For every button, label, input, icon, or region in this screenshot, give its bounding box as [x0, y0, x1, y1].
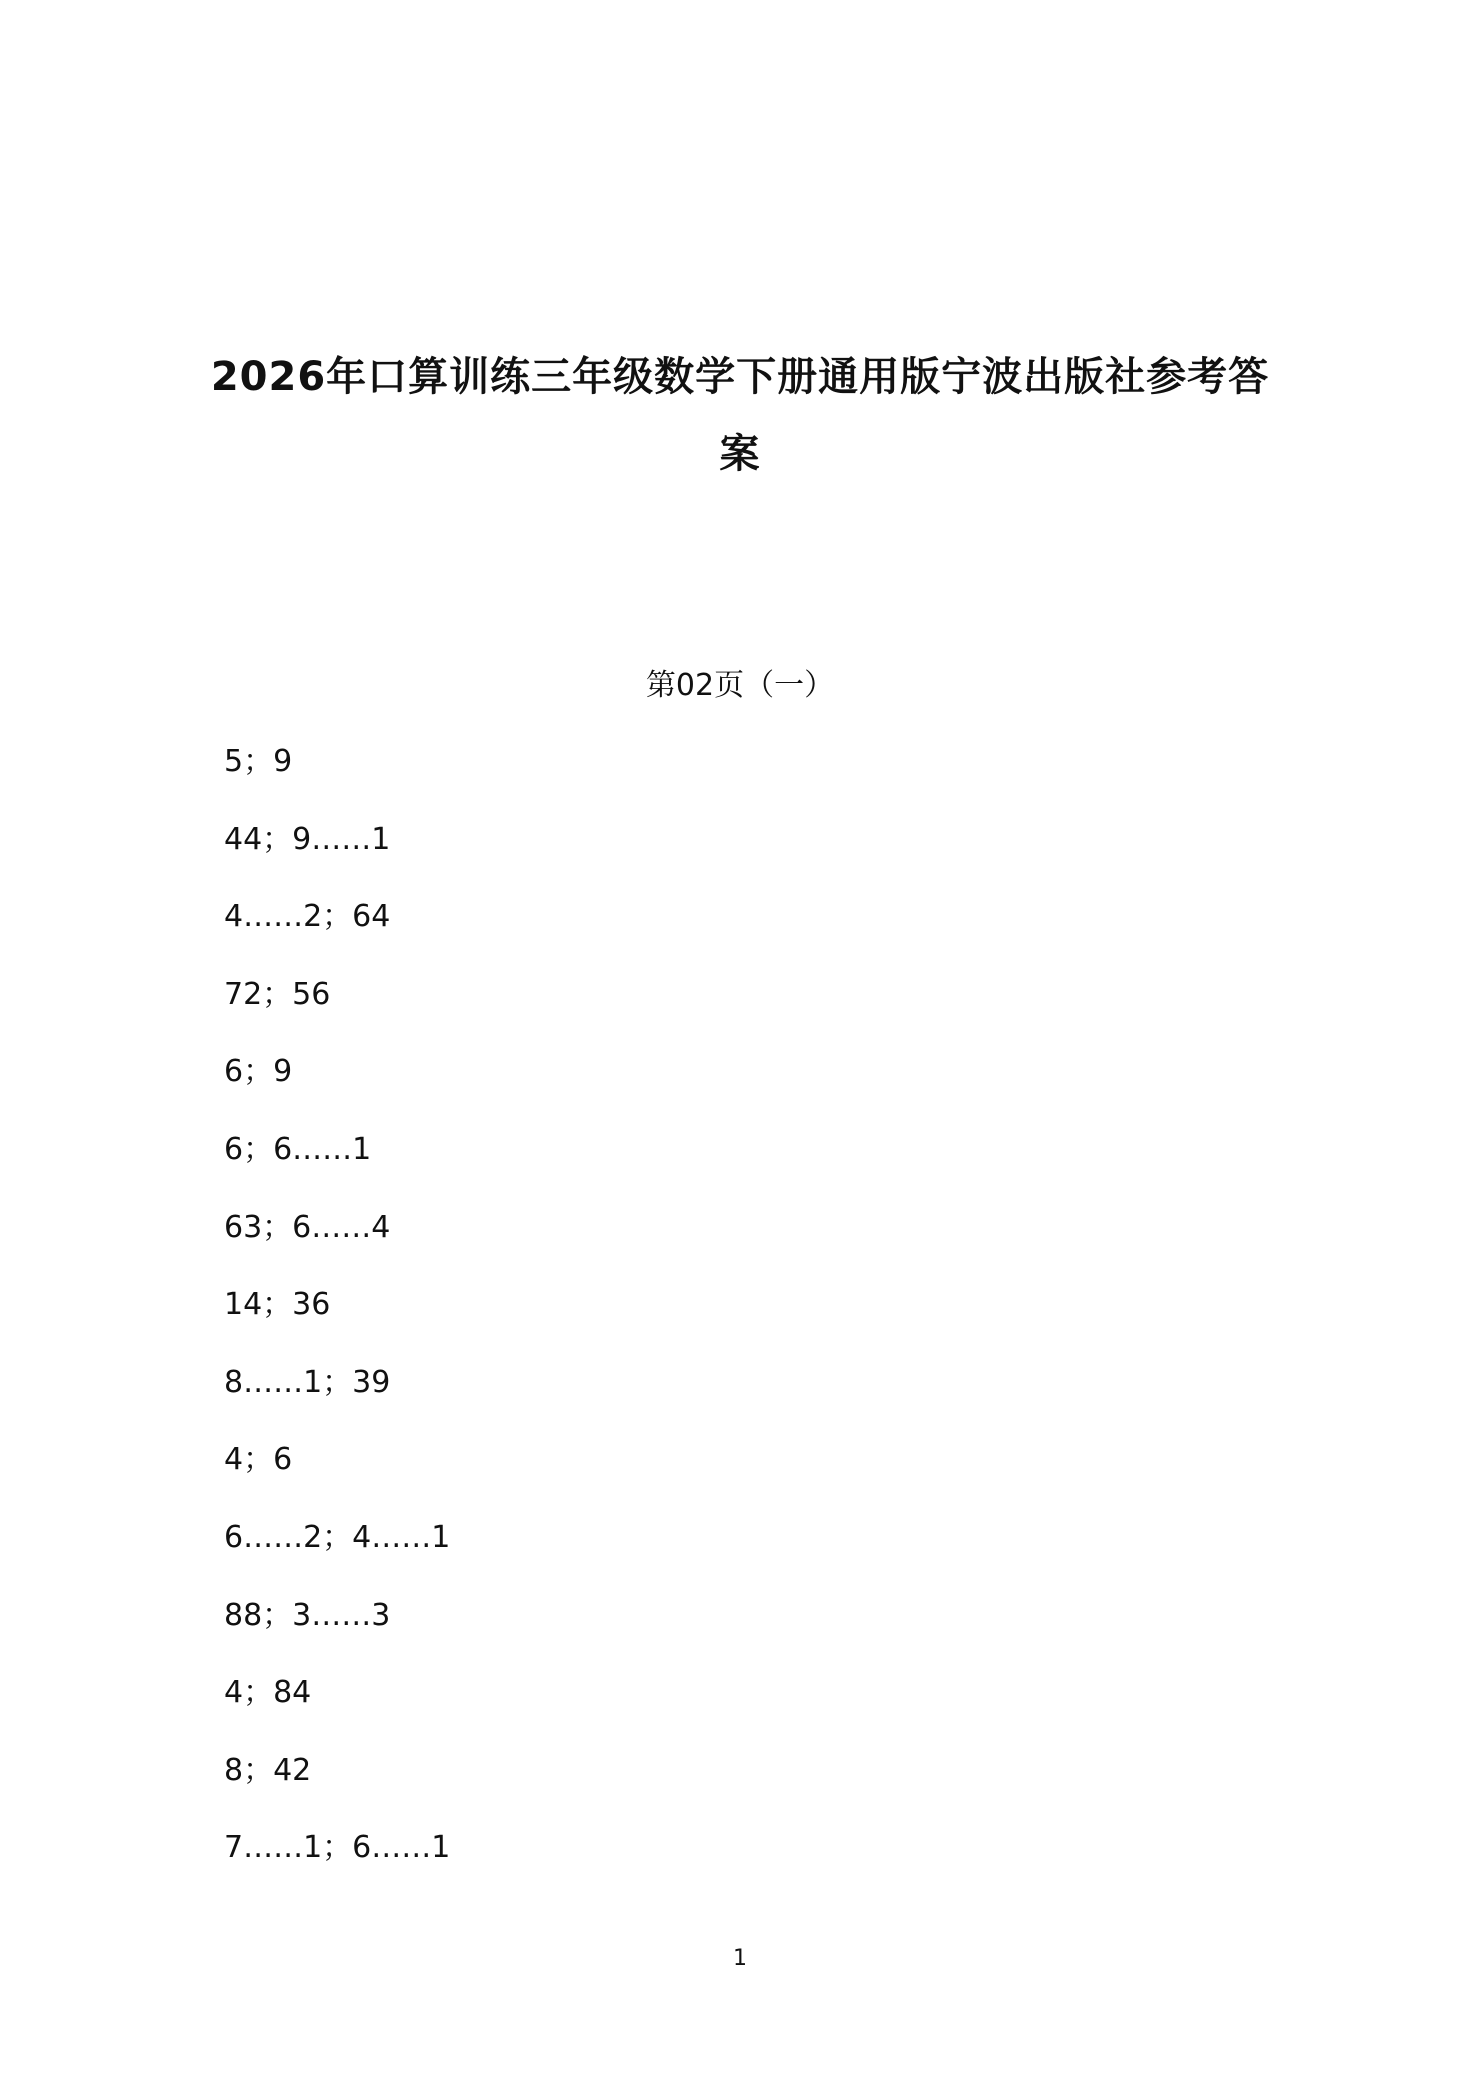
answer-row: 63；6……4: [224, 1209, 391, 1245]
answer-row: 8……1；39: [224, 1364, 391, 1400]
document-title-line-1: 2026年口算训练三年级数学下册通用版宁波出版社参考答: [210, 354, 1270, 400]
document-title-line-2: 案: [719, 431, 761, 477]
answer-row: 4；6: [224, 1442, 293, 1478]
answer-row: 72；56: [224, 976, 331, 1012]
answer-row: 88；3……3: [224, 1597, 391, 1633]
answer-row: 5；9: [224, 744, 293, 779]
answer-row: 6；9: [224, 1054, 293, 1090]
answer-row: 4……2；64: [224, 899, 391, 935]
section-heading: 第02页（一）: [645, 668, 835, 703]
answer-row: 6；6……1: [224, 1131, 372, 1167]
answer-row: 4；84: [224, 1675, 312, 1711]
answer-row: 8；42: [224, 1752, 312, 1788]
page-number: 1: [733, 1946, 747, 1971]
answer-row: 14；36: [224, 1287, 331, 1323]
answer-row: 7……1；6……1: [224, 1830, 451, 1866]
answer-list: [224, 738, 450, 1902]
answer-row: 6……2；4……1: [224, 1519, 451, 1555]
answer-row: 44；9……1: [224, 821, 391, 857]
